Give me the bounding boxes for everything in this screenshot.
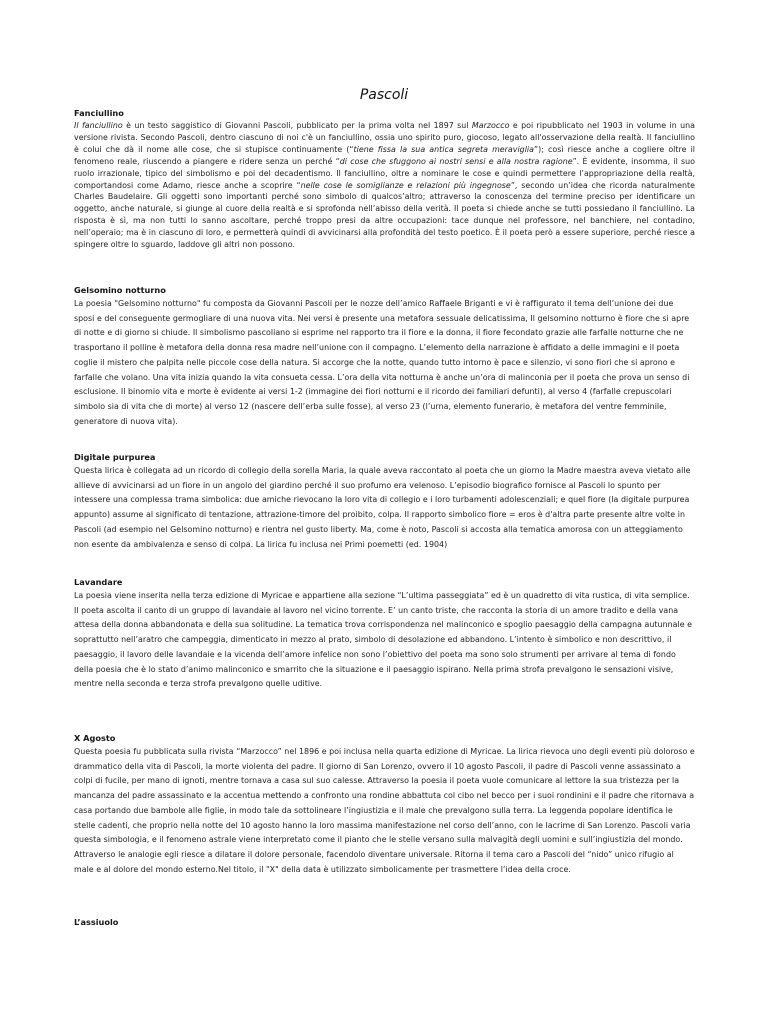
- section-assiuolo: [74, 916, 695, 929]
- body-text: ”. È evidente, insomma, il suo ruolo irrazionale, tipico del simbolismo e poi del decadentismo. Il fanciullino, oltre a nominare le cose e quindi permettere l’appropriazione della realtà, comportandosi come Adamo, riesce anche a scoprire “: [74, 156, 696, 190]
- document-title: Pascoli: [359, 87, 409, 103]
- body-text: La poesia viene inserita nella terza edizione di Myricae e appartiene alla sezione “L’ultima passeggiata” ed è un quadretto di vita rustica, di vita semplice.: [74, 591, 690, 600]
- section-body: [74, 297, 695, 429]
- section-x-agosto: [74, 732, 695, 877]
- italic-text: Marzocco: [471, 121, 510, 130]
- section-body: [74, 120, 695, 251]
- section-gelsomino-notturno: [74, 284, 695, 429]
- section-heading: Lavandare: [74, 577, 123, 587]
- section-heading: Gelsomino notturno: [74, 285, 166, 295]
- body-text: Questa poesia fu pubblicata sulla rivista “Marzocco” nel 1896 e poi inclusa nella quarta edizione di Myricae. La lirica rievoca uno degli eventi più doloroso e drammatico della vita di Pascoli, la morte violenta del padre. Il giorno di San Lorenzo, ovvero il 10 agosto Pascoli, il padre di Pascoli venne assassinato a colpi di fucile, per mano di ignoti, mentre tornava a casa sul suo calesse. Attraverso la poesia il poeta vuole comunicare al lettore la sua tristezza per la mancanza del padre assassinato e la accentua mettendo a confronto una rondine abbattuta col cibo nel becco per i suoi rondinini e il padre che ritornava a casa portando due bambole alle figlie, in modo tale da sottolineare l’ingiustizia e il male che prevalgono sulla terra. La leggenda popolare identifica le stelle cadenti, che proprio nella notte del 10 agosto hanno la loro massima manifestazione nel corso dell’anno, con le lacrime di San Lorenzo. Pascoli varia questa simbologia, e il fenomeno astrale viene interpretato come il pianto che le stelle versano sulla malvagità degli uomini e sull’ingiustizia del mondo. Attraverso le analogie egli riesce a dilatare il dolore personale, facendolo diventare universale. Ritorna il tema caro a Pascoli del “nido” unico rifugio al male e al dolore del mondo esterno.Nel titolo, il "X" della data è utilizzato simbolicamente per trasmettere l’idea della croce.: [74, 747, 695, 874]
- body-text: ”); così riesce anche a cogliere oltre il fenomeno reale, riuscendo a piangere e ridere senza un perché “: [74, 144, 695, 166]
- section-heading: Digitale purpurea: [74, 452, 156, 462]
- italic-text: di cose che sfuggono ai nostri sensi e alla nostra ragione: [339, 156, 573, 166]
- section-heading: X Agosto: [74, 733, 116, 743]
- section-lavandare: [74, 576, 695, 692]
- body-text: ”, secondo un’idea che ricorda naturalmente Charles Baudelaire. Gli oggetti sono importanti perché sono simbolo di qualcos’altro; attraverso la conoscenza del termine preciso per identificare un oggetto, anche naturale, si giunge al cuore della realtà e si sprofonda nell’abisso della verità. Il poeta si chiede anche se tutti possiedano il fanciullino. La risposta è sì, ma non tutti lo sanno ascoltare, perché troppo presi da altre occupazioni: tace dunque nel professore, nel banchiere, nel contadino, nell’operaio; ma è in ciascuno di loro, e permetterà quindi di avvicinarsi alla profondità del testo poetico. È il poeta però a essere superiore, perché riesce a spingere oltre lo sguardo, laddove gli altri non possono.: [74, 180, 696, 250]
- section-digitale-purpurea: [74, 451, 695, 552]
- body-text: e poi ripubblicato nel 1903 in volume in una versione rivista. Secondo Pascoli, dentro ciascuno di noi c'è un fanciullino, ossia uno spirito puro, giocoso, legato all'osservazione della realtà. Il fanciullino è colui che dà il nome alle cose, che si stupisce continuamente (“: [74, 121, 696, 154]
- section-body: [74, 464, 695, 552]
- body-text: è un testo saggistico di Giovanni Pascoli, pubblicato per la prima volta nel 1897 sul: [122, 121, 472, 130]
- italic-text: Il fanciullino: [74, 121, 123, 130]
- section-heading: L’assiuolo: [74, 917, 119, 927]
- italic-text: nelle cose le somiglianze e relazioni più ingegnose: [300, 180, 511, 190]
- body-text: Questa lirica è collegata ad un ricordo di collegio della sorella Maria, la quale aveva raccontato al poeta che un giorno la Madre maestra aveva vietato alle allieve di avvicinarsi ad un fiore in un angolo del giardino perché il suo profumo era velenoso. L’episodio biografico fornisce al Pascoli lo spunto per intessere una complessa trama simbolica: due amiche rievocano la loro vita di collegio e i loro turbamenti adolescenziali; e quel fiore (la digitale purpurea appunto) assume al significato di tentazione, attrazione-timore del proibito, colpa. Il rapporto simbolico fiore = eros è d'altra parte presente altre volte in Pascoli (ad esempio nel Gelsomino notturno) e rientra nel gusto liberty. Ma, come è noto, Pascoli si accosta alla tematica amorosa con un atteggiamento non esente da ambivalenza e senso di colpa. La lirica fu inclusa nei Primi poemetti (ed. 1904): [74, 466, 691, 549]
- body-text: Il poeta ascolta il canto di un gruppo di lavandaie al lavoro nel vicino torrente. E’ un canto triste, che racconta la storia di un amore tradito e della vana attesa della donna abbandonata e della sua solitudine. La tematica trova corrispondenza nel malinconico e spoglio paesaggio della campagna autunnale e soprattutto nell’aratro che campeggia, dimenticato in mezzo al prato, simbolo di desolazione ed abbandono. L’intento è simbolico e non descrittivo, il paesaggio, il lavoro delle lavandaie e la vicenda dell’amore infelice non sono l’obiettivo del poeta ma sono solo strumenti per arrivare al tema di fondo della poesia che è lo stato d’animo malinconico e smarrito che la situazione e il paesaggio ispirano. Nella prima strofa prevalgono le sensazioni visive, mentre nella seconda e terza strofa prevalgono quelle uditive.: [74, 605, 693, 689]
- italic-text: tiene fissa la sua antica segreta meraviglia: [353, 144, 534, 154]
- body-text: La poesia "Gelsomino notturno" fu composta da Giovanni Pascoli per le nozze dell’amico Raffaele Briganti e vi è raffigurato il tema dell’unione dei due sposi e del conseguente germogliare di una nuova vita. Nei versi è presente una metafora sessuale delicatissima, Il gelsomino notturno è fiore che si apre di notte e di giorno si chiude. Il simbolismo pascoliano si esprime nel rapporto tra il fiore e la donna, il fiore fecondato grazie alle farfalle notturne che ne trasportano il polline è metafora della donna resa madre nell’unione con il compagno. L’elemento della narrazione è affidato a delle immagini e il poeta coglie il mistero che palpita nelle piccole cose della natura. Si accorge che la notte, quando tutto intorno è pace e silenzio, vi sono fiori che si aprono e farfalle che volano. Una vita inizia quando la vita consueta cessa. L’ora della vita notturna è anche un’ora di malinconia per il poeta che prova un senso di esclusione. Il binomio vita e morte è evidente ai versi 1-2 (immagine dei fiori notturni e il ricordo dei familiari defunti), al verso 4 (farfalle crepuscolari simbolo sia di vita che di morte) al verso 12 (nascere dell’erba sulle fosse), al verso 23 (l’urna, elemento funerario, è metafora del ventre femminile, generatore di nuova vita).: [74, 299, 690, 426]
- section-body: [74, 589, 695, 692]
- section-fanciullino: [74, 107, 695, 251]
- section-heading: Fanciullino: [74, 108, 124, 118]
- section-body: [74, 745, 695, 877]
